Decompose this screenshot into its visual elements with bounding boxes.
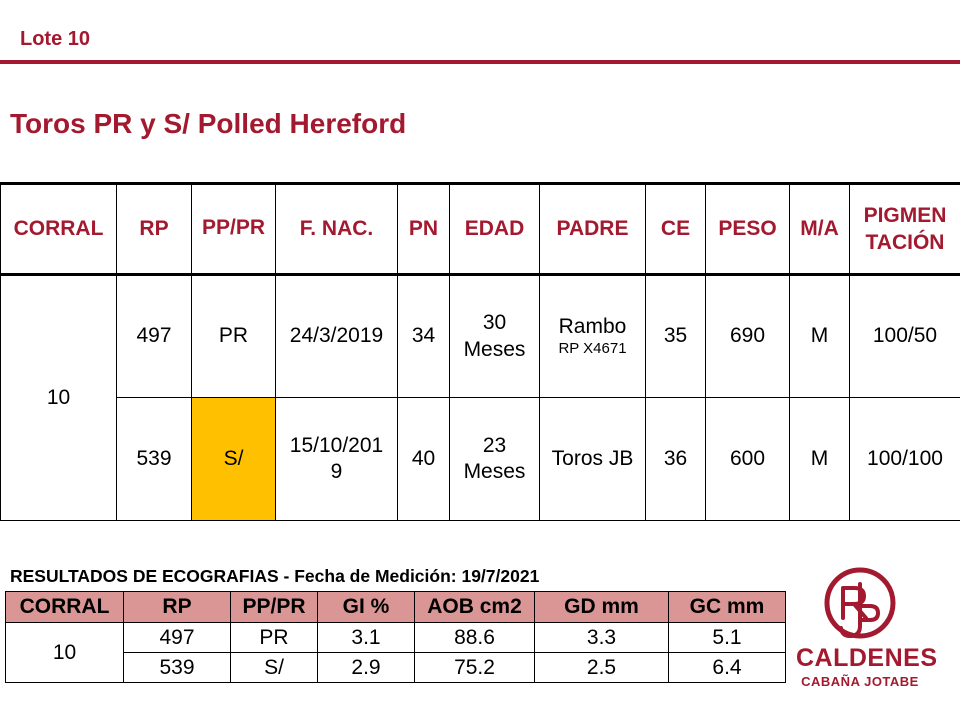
ecography-table — [5, 591, 786, 683]
header-ce: CE — [646, 184, 706, 275]
eco-cell-aob: 88.6 — [415, 623, 535, 653]
cell-pp-pr-highlighted: S/ — [192, 398, 276, 521]
header-corral: CORRAL — [1, 184, 117, 275]
cell-f-nac-line2: 9 — [330, 460, 343, 483]
header-f-nac: F. NAC. — [276, 184, 398, 275]
eco-cell-pp-pr: S/ — [231, 653, 318, 683]
eco-header-rp: RP — [124, 592, 231, 623]
cell-f-nac-line1: 15/10/201 — [289, 433, 384, 457]
eco-header-pp-pr: PP/PR — [231, 592, 318, 623]
header-pigmentacion — [850, 184, 960, 275]
cell-peso: 690 — [706, 275, 790, 398]
eco-row — [6, 623, 786, 653]
cell-padre: Toros JB — [540, 398, 646, 521]
eco-cell-gd: 3.3 — [535, 623, 669, 653]
cell-ma: M — [790, 275, 850, 398]
table-row — [1, 275, 960, 398]
eco-cell-rp: 539 — [124, 653, 231, 683]
lot-label: Lote 10 — [20, 28, 91, 50]
eco-header-row — [6, 592, 786, 623]
cell-edad-unit: Meses — [463, 460, 526, 483]
header-divider — [0, 60, 960, 64]
cell-corral: 10 — [1, 275, 117, 521]
eco-cell-rp: 497 — [124, 623, 231, 653]
cell-edad-unit: Meses — [463, 337, 526, 361]
header-pigmentacion-line1: PIGMEN — [863, 203, 947, 227]
header-pn: PN — [398, 184, 450, 275]
cell-edad — [450, 275, 540, 398]
cell-ma: M — [790, 398, 850, 521]
cell-rp: 497 — [117, 275, 192, 398]
eco-header-gd: GD mm — [535, 592, 669, 623]
cell-edad-value: 30 — [482, 311, 507, 335]
cell-edad-value: 23 — [482, 433, 507, 457]
eco-header-corral: CORRAL — [6, 592, 124, 623]
brand-name: CALDENES — [796, 644, 938, 672]
header-peso: PESO — [706, 184, 790, 275]
cell-rp: 539 — [117, 398, 192, 521]
cell-ce: 35 — [646, 275, 706, 398]
cell-edad — [450, 398, 540, 521]
ecography-title: RESULTADOS DE ECOGRAFIAS - Fecha de Medición: 19/7/2021 — [10, 566, 540, 586]
cell-pn: 40 — [398, 398, 450, 521]
cell-peso: 600 — [706, 398, 790, 521]
cell-pn: 34 — [398, 275, 450, 398]
table-row — [1, 398, 960, 521]
cell-pigmentacion: 100/100 — [850, 398, 960, 521]
cell-padre-rp: RP X4671 — [558, 340, 627, 358]
cell-pigmentacion: 100/50 — [850, 275, 960, 398]
bulls-table — [0, 182, 960, 521]
cell-ce: 36 — [646, 398, 706, 521]
cell-pp-pr: PR — [192, 275, 276, 398]
header-ma: M/A — [790, 184, 850, 275]
eco-header-gi: GI % — [318, 592, 415, 623]
eco-cell-aob: 75.2 — [415, 653, 535, 683]
eco-cell-gc: 6.4 — [669, 653, 786, 683]
eco-cell-gi: 2.9 — [318, 653, 415, 683]
header-rp: RP — [117, 184, 192, 275]
table-header-row — [1, 184, 960, 275]
header-pp-pr: PP/PR — [192, 184, 276, 275]
eco-cell-gc: 5.1 — [669, 623, 786, 653]
header-padre: PADRE — [540, 184, 646, 275]
eco-cell-gd: 2.5 — [535, 653, 669, 683]
eco-cell-pp-pr: PR — [231, 623, 318, 653]
cell-f-nac: 24/3/2019 — [276, 275, 398, 398]
eco-cell-gi: 3.1 — [318, 623, 415, 653]
header-edad: EDAD — [450, 184, 540, 275]
eco-header-aob: AOB cm2 — [415, 592, 535, 623]
cell-f-nac — [276, 398, 398, 521]
header-pigmentacion-line2: TACIÓN — [865, 231, 945, 254]
page-title: Toros PR y S/ Polled Hereford — [10, 108, 407, 139]
eco-cell-corral: 10 — [6, 623, 124, 683]
cell-padre — [540, 275, 646, 398]
brand-subtitle: CABAÑA JOTABE — [801, 674, 919, 689]
cell-padre-name: Rambo — [558, 315, 627, 338]
eco-header-gc: GC mm — [669, 592, 786, 623]
